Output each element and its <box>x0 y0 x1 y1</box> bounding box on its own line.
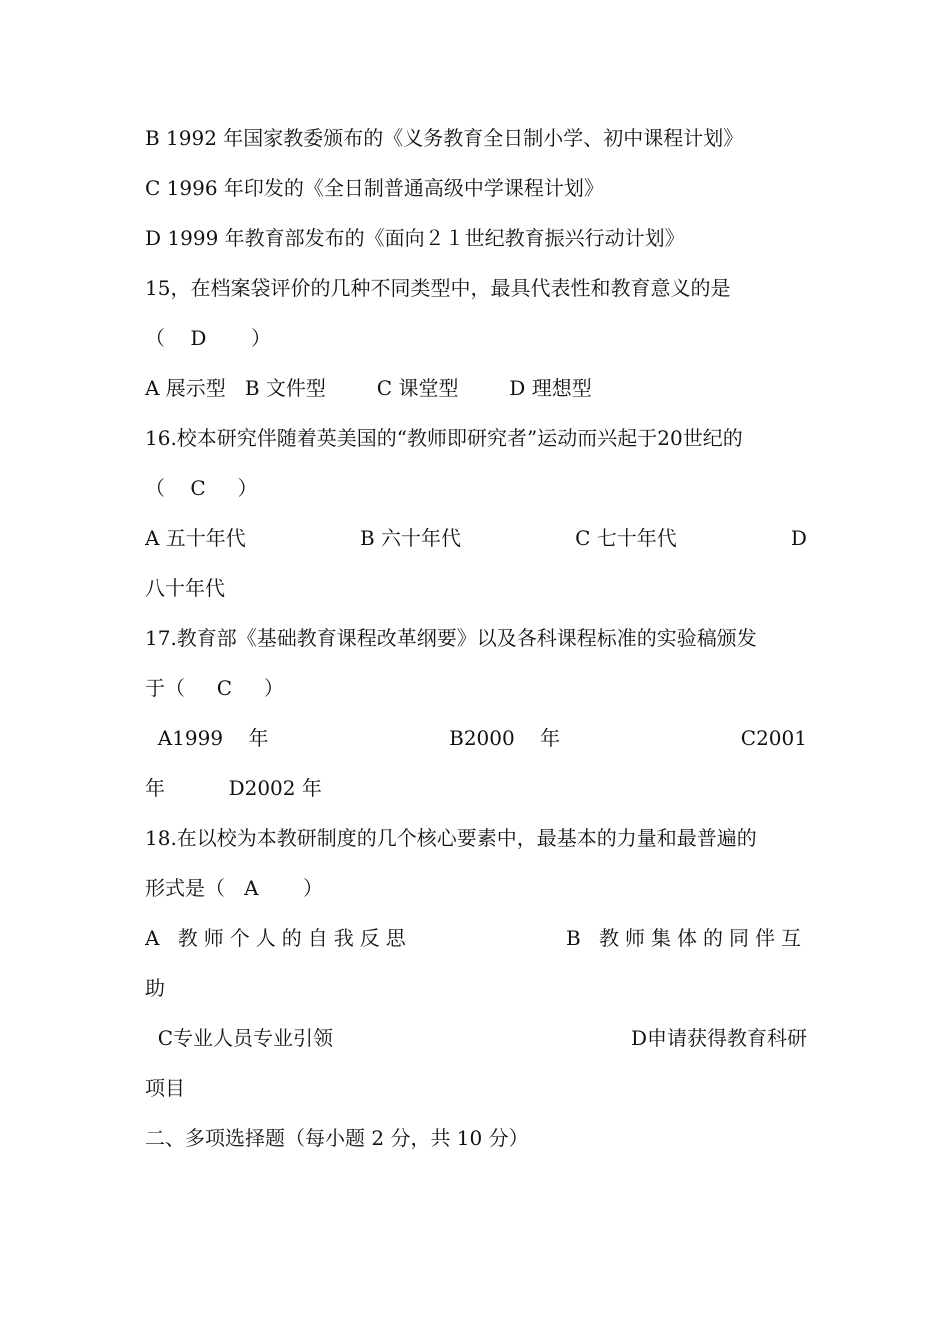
question-18-answer: 形式是（ A ） <box>145 876 324 900</box>
question-17-answer: 于（ C ） <box>145 676 284 700</box>
question-15-answer: （ D ） <box>145 326 271 350</box>
option-c: C2001 <box>740 726 807 750</box>
question-17-options <box>145 725 807 751</box>
option-d: D <box>790 526 807 550</box>
question-18-options-continued: 助 <box>145 976 165 1000</box>
question-16-options-continued: 八十年代 <box>145 576 225 600</box>
question-18: 18.在以校为本教研制度的几个核心要素中，最基本的力量和最普遍的 <box>145 826 757 850</box>
question-16-answer: （ C ） <box>145 476 258 500</box>
option-b: B 六十年代 <box>359 526 461 550</box>
question-18-options-ab <box>145 925 807 951</box>
option-b: B 教师集体的同伴互 <box>565 926 807 950</box>
question-15: 15，在档案袋评价的几种不同类型中，最具代表性和教育意义的是 <box>145 276 731 300</box>
question-16-options <box>145 525 807 551</box>
question-17: 17.教育部《基础教育课程改革纲要》以及各科课程标准的实验稿颁发 <box>145 626 757 650</box>
option-d: D申请获得教育科研 <box>630 1026 807 1050</box>
option-a: A 教师个人的自我反思 <box>145 926 412 950</box>
option-a: A1999 年 <box>145 726 269 750</box>
question-17-options-continued: 年 D2002 年 <box>145 776 322 800</box>
question-16: 16.校本研究伴随着英美国的“教师即研究者”运动而兴起于20世纪的 <box>145 426 743 450</box>
option-line-c-1996: C 1996 年印发的《全日制普通高级中学课程计划》 <box>145 176 604 200</box>
option-a: A 五十年代 <box>145 526 246 550</box>
option-c: C 七十年代 <box>575 526 677 550</box>
question-18-options-continued-2: 项目 <box>145 1076 185 1100</box>
section-heading: 二、多项选择题（每小题 2 分，共 10 分） <box>145 1126 529 1150</box>
option-b: B2000 年 <box>449 726 561 750</box>
option-c: C专业人员专业引领 <box>145 1026 334 1050</box>
option-line-b-1992: B 1992 年国家教委颁布的《义务教育全日制小学、初中课程计划》 <box>145 126 744 150</box>
question-15-options: A 展示型 B 文件型 C 课堂型 D 理想型 <box>145 376 592 400</box>
option-line-d-1999: D 1999 年教育部发布的《面向２１世纪教育振兴行动计划》 <box>145 226 685 250</box>
question-18-options-cd <box>145 1025 807 1051</box>
